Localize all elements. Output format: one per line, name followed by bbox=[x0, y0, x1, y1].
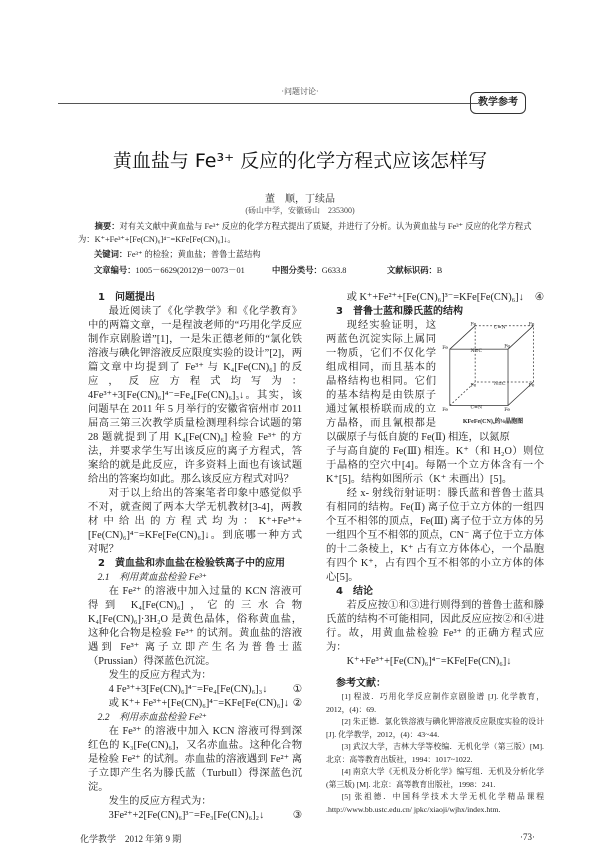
svg-text:Fe: Fe bbox=[470, 383, 477, 389]
keywords bbox=[78, 248, 548, 262]
svg-text:Fe: Fe bbox=[442, 346, 449, 352]
equation-number: ③ bbox=[292, 810, 302, 821]
svg-text:N≡C: N≡C bbox=[470, 348, 483, 354]
svg-text:Fe: Fe bbox=[528, 322, 535, 328]
svg-text:Fe: Fe bbox=[504, 408, 511, 413]
column-badge: 教学参考 bbox=[470, 92, 526, 114]
abstract bbox=[78, 220, 548, 246]
equation-number: ④ bbox=[534, 292, 544, 303]
paragraph: 若反应按①和③进行则得到的普鲁士蓝和滕氏蓝的结构不可能相同，因此反应应按②和④进行。故，用黄血盐检验 Fe³⁺ 的正确方程式应为： bbox=[326, 600, 544, 653]
article-front-matter bbox=[78, 220, 548, 277]
svg-text:C≡N: C≡N bbox=[493, 325, 506, 331]
equation-text: 3Fe²⁺+2[Fe(CN)₆]³⁻=Fe₃[Fe(CN)₆]₂↓ bbox=[108, 810, 265, 821]
article-no: 1005－6629(2012)9－0073－01 bbox=[135, 265, 245, 275]
subsection-heading: 2.1 利用黄血盐检验 Fe³⁺ bbox=[97, 572, 207, 583]
reference-item: [4] 南京大学《无机及分析化学》编写组．无机及分析化学(第三版) [M]. 北京：高等教育出版社，1998：241. bbox=[326, 767, 544, 789]
paragraph: 在 Fe³⁺ 的溶液中加入 KCN 溶液可得到深红色的 K₃[Fe(CN)₆]，又名赤血盐。这种化合物是检验 Fe²⁺ 的试剂。赤血盐的溶液遇到 Fe²⁺ 离子立即产生名为滕氏蓝（Turbull）得深蓝色沉淀。 bbox=[88, 726, 302, 793]
paragraph: 子与高自旋的 Fe(Ⅲ) 相连。K⁺（和 H₂O）则位于晶格的空穴中[4]。每隔一个立方体含有一个 K⁺[5]。结构如图所示（K⁺ 未画出）[5]。 bbox=[326, 446, 544, 485]
section-2-heading: 2 黄血盐和赤血盐在检验铁离子中的应用 bbox=[98, 558, 285, 569]
svg-text:C≡N: C≡N bbox=[470, 405, 483, 411]
paragraph: 经 x- 射线衍射证明：滕氏蓝和普鲁士蓝具有相同的结构。Fe(Ⅱ) 离子位于立方体的一组四个互不相邻的顶点，Fe(Ⅲ) 离子位于立方体的另一组四个互不相邻的顶点，CN⁻ 离子位于立方体的十二条棱上，K⁺ 占有立方体体心，一个晶胞有四个 K⁺，占有四个互不相邻的小立方体的体心[5]。 bbox=[326, 488, 544, 583]
article-title: 黄血盐与 Fe³⁺ 反应的化学方程式应该怎样写 bbox=[112, 150, 488, 172]
references-heading: 参考文献： bbox=[336, 678, 386, 689]
paragraph: 现经实验证明，这两蓝色沉淀实际上属同一物质，它们不仅化学组成相同，而且基本的晶格结构也相同。它们的基本结构是由铁原子通过氰根桥联而成的立方晶格，而且氰根都是以碳原子与低自旋的 Fe(Ⅱ) 相连，以氮原 bbox=[326, 320, 510, 443]
conclusion-equation: K⁺+Fe³⁺+[Fe(CN)₆]⁴⁻=KFe[Fe(CN)₆]↓ bbox=[346, 656, 512, 667]
doc-code: B bbox=[436, 265, 443, 275]
equation-text: 或 K⁺+ Fe³⁺+[Fe(CN)₆]⁴⁻=KFe[Fe(CN)₆]↓ bbox=[108, 698, 289, 709]
keywords-label: 关键词： bbox=[94, 249, 128, 259]
authors: 董 顺，丁续品 bbox=[265, 194, 335, 205]
prussian-blue-structure-figure bbox=[442, 321, 544, 426]
subsection-heading: 2.2 利用赤血盐检验 Fe²⁺ bbox=[97, 712, 207, 723]
equation-number: ② bbox=[292, 698, 302, 709]
article-no-label: 文章编号： bbox=[94, 264, 136, 275]
section-4-heading: 4 结论 bbox=[336, 586, 373, 597]
paragraph: 发生的反应方程式为： bbox=[108, 796, 212, 807]
equation-4 bbox=[326, 291, 544, 305]
abstract-text: 对有关文献中黄血盐与 Fe³⁺ 反应的化学方程式提出了质疑，并进行了分析。认为黄血盐与 Fe³⁺ 反应的化学方程式为：K⁺+Fe³⁺+[Fe(CN)₆]⁴⁻=KFe[Fe(CN)₆]↓。 bbox=[78, 222, 532, 244]
footer-journal: 化学教学 2012 年第 9 期 bbox=[80, 834, 182, 844]
figure-caption: KFeFe(CN)₆的⅛晶胞图 bbox=[462, 419, 524, 425]
equation-1 bbox=[88, 683, 302, 697]
affiliation: (砀山中学，安徽砀山 235300) bbox=[245, 206, 355, 215]
paragraph: 在 Fe²⁺ 的溶液中加入过量的 KCN 溶液可得到 K₄[Fe(CN)₆]，它的三水合物 K₄[Fe(CN)₆]·3H₂O 是黄色晶体，俗称黄血盐，这种化合物是检验 Fe³⁺ 的试剂。黄血盐的溶液遇到 Fe³⁺ 离子立即产生名为普鲁士蓝（Prussian）得深蓝色沉淀。 bbox=[88, 586, 302, 667]
equation-text: 4 Fe³⁺+3[Fe(CN)₆]⁴⁻=Fe₄[Fe(CN)₆]₃↓ bbox=[108, 684, 268, 695]
reference-list bbox=[326, 691, 544, 816]
right-column bbox=[326, 291, 544, 816]
svg-text:Fe: Fe bbox=[470, 322, 477, 328]
svg-text:Fe: Fe bbox=[528, 383, 535, 389]
section-1-heading: 1 问题提出 bbox=[98, 292, 155, 303]
svg-text:Fe: Fe bbox=[442, 408, 449, 413]
paragraph: 发生的反应方程式为： bbox=[108, 670, 212, 681]
reference-item: [2] 朱正德．氯化铁溶液与碘化钾溶液反应限度实验的设计 [J]. 化学教学，2012，(4)：43~44. bbox=[326, 717, 544, 739]
header-rule bbox=[58, 103, 478, 104]
article-meta bbox=[78, 264, 548, 278]
svg-text:N≡C: N≡C bbox=[493, 381, 506, 387]
page-number: ·73· bbox=[520, 832, 535, 842]
crystal-cube-diagram bbox=[442, 321, 544, 413]
class-no: G633.8 bbox=[321, 265, 347, 275]
paragraph: 最近阅读了《化学教学》和《化学教育》中的两篇文章，一是程波老师的“巧用化学反应制作京剧脸谱”[1]，一是朱正德老师的“氯化铁溶液与碘化钾溶液反应限度实验的设计”[2]，两篇文章中均提到了 Fe³⁺ 与 K₄[Fe(CN)₆] 的反应，反应方程式均写为：4Fe³⁺+3[Fe(CN)₆]⁴⁻=Fe₄[Fe(CN)₆]₃↓。其实，该问题早在 2011 年 5 月举行的安徽省宿州市 2011 届高三第三次教学质量检测理科综合试题的第 28 题就提到了用 K₄[Fe(CN)₆] 检验 Fe³⁺ 的方法，并要求学生写出该反应的离子方程式，答案给的就是此反应，许多资料上面也有该试题给出的答案均如此。那么该反应方程式对吗？ bbox=[88, 306, 302, 485]
section-tag: ·问题讨论· bbox=[281, 87, 319, 96]
keywords-text: Fe³⁺ 的检验；黄血盐；普鲁士蓝结构 bbox=[127, 250, 261, 259]
abstract-label: 摘要： bbox=[94, 221, 120, 231]
class-no-label: 中图分类号： bbox=[272, 264, 322, 275]
equation-3 bbox=[88, 809, 302, 823]
reference-item: [5] 张祖德．中国科学技术大学无机化学精品课程 .http://www.bb.ustc.edu.cn/ jpkc/xiaoji/wjhx/index.htm. bbox=[326, 792, 544, 814]
equation-2 bbox=[88, 697, 302, 711]
reference-item: [3] 武汉大学，吉林大学等校编．无机化学（第三版）[M]. 北京：高等教育出版社，1994：1017~1022. bbox=[326, 742, 544, 764]
svg-text:Fe: Fe bbox=[504, 344, 511, 350]
left-column bbox=[88, 291, 302, 823]
reference-item: [1] 程波．巧用化学反应制作京剧脸谱 [J]. 化学教育，2012，(4)：69. bbox=[326, 692, 544, 714]
doc-code-label: 文献标识码： bbox=[387, 264, 437, 275]
equation-text: 或 K⁺+Fe²⁺+[Fe(CN)₆]³⁻=KFe[Fe(CN)₆]↓ bbox=[346, 292, 524, 303]
equation-number: ① bbox=[292, 684, 302, 695]
paragraph: 对于以上给出的答案笔者印象中感觉似乎不对，就查阅了两本大学无机教材[3-4]，两教材中给出的方程式均为：K⁺+Fe³⁺+[Fe(CN)₆]⁴⁻=KFe[Fe(CN)₆]↓。到底哪一种方式对呢？ bbox=[88, 488, 302, 555]
section-3-heading: 3 普鲁士蓝和滕氏蓝的结构 bbox=[336, 306, 463, 317]
